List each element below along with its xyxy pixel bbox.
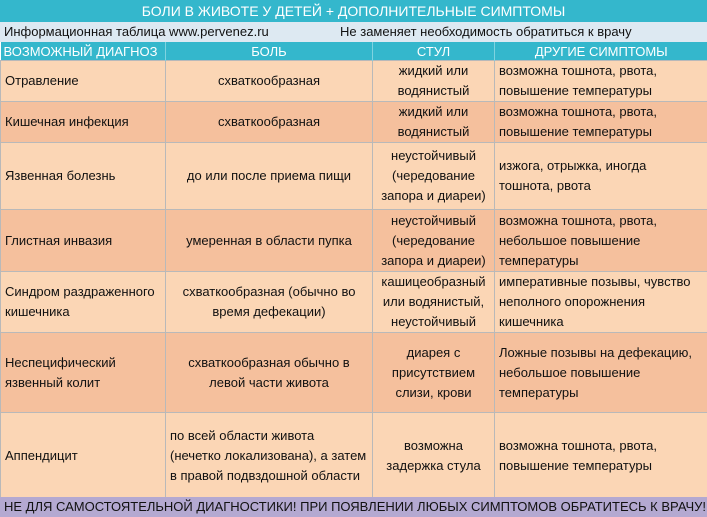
- table-row: [1, 143, 707, 210]
- table-row: [1, 413, 707, 500]
- column-header-diagnosis: ВОЗМОЖНЫЙ ДИАГНОЗ: [1, 42, 166, 61]
- diagnosis-cell: Аппендицит: [1, 413, 166, 500]
- diagnosis-cell: Синдром раздраженного кишечника: [1, 272, 166, 333]
- diagnosis-cell: Глистная инвазия: [1, 210, 166, 272]
- table-row: [1, 102, 707, 143]
- page-title: БОЛИ В ЖИВОТЕ У ДЕТЕЙ + ДОПОЛНИТЕЛЬНЫЕ СИМПТОМЫ: [0, 0, 707, 22]
- warning-caption: Не заменяет необходимость обратиться к врачу: [340, 24, 632, 39]
- pain-cell: схваткообразная: [166, 102, 373, 143]
- other-cell: возможна тошнота, рвота, повышение температуры: [495, 61, 707, 102]
- diagnosis-cell: Язвенная болезнь: [1, 143, 166, 210]
- column-header-other: ДРУГИЕ СИМПТОМЫ: [495, 42, 707, 61]
- pain-cell: до или после приема пищи: [166, 143, 373, 210]
- pain-cell: умеренная в области пупка: [166, 210, 373, 272]
- diagnosis-cell: Кишечная инфекция: [1, 102, 166, 143]
- column-header-pain: БОЛЬ: [166, 42, 373, 61]
- stool-cell: неустойчивый (чередование запора и диареи): [373, 143, 495, 210]
- other-cell: возможна тошнота, рвота, повышение температуры: [495, 102, 707, 143]
- stool-cell: жидкий или водянистый: [373, 102, 495, 143]
- other-cell: изжога, отрыжка, иногда тошнота, рвота: [495, 143, 707, 210]
- diagnosis-cell: Отравление: [1, 61, 166, 102]
- other-cell: Ложные позывы на дефекацию, небольшое повышение температуры: [495, 333, 707, 413]
- footer-warning: НЕ ДЛЯ САМОСТОЯТЕЛЬНОЙ ДИАГНОСТИКИ! ПРИ ПОЯВЛЕНИИ ЛЮБЫХ СИМПТОМОВ ОБРАТИТЕСЬ К ВРАЧУ!: [0, 497, 707, 517]
- other-cell: императивные позывы, чувство неполного опорожнения кишечника: [495, 272, 707, 333]
- table-row: [1, 272, 707, 333]
- column-header-stool: СТУЛ: [373, 42, 495, 61]
- table-row: [1, 333, 707, 413]
- pain-cell: схваткообразная обычно в левой части живота: [166, 333, 373, 413]
- other-cell: возможна тошнота, рвота, небольшое повышение температуры: [495, 210, 707, 272]
- pain-cell: по всей области живота (нечетко локализована), а затем в правой подвздошной области: [166, 413, 373, 500]
- site-caption: Информационная таблица www.pervenez.ru: [4, 24, 269, 39]
- table-row: [1, 61, 707, 102]
- info-bar: [0, 22, 707, 42]
- other-cell: возможна тошнота, рвота, повышение температуры: [495, 413, 707, 500]
- pain-cell: схваткообразная: [166, 61, 373, 102]
- stool-cell: неустойчивый (чередование запора и диареи): [373, 210, 495, 272]
- stool-cell: кашицеобразный или водянистый, неустойчивый: [373, 272, 495, 333]
- stool-cell: диарея с присутствием слизи, крови: [373, 333, 495, 413]
- pain-cell: схваткообразная (обычно во время дефекации): [166, 272, 373, 333]
- table-header-row: [1, 42, 707, 61]
- stool-cell: возможна задержка стула: [373, 413, 495, 500]
- diagnosis-cell: Неспецифический язвенный колит: [1, 333, 166, 413]
- symptom-table: [0, 42, 707, 500]
- table-row: [1, 210, 707, 272]
- stool-cell: жидкий или водянистый: [373, 61, 495, 102]
